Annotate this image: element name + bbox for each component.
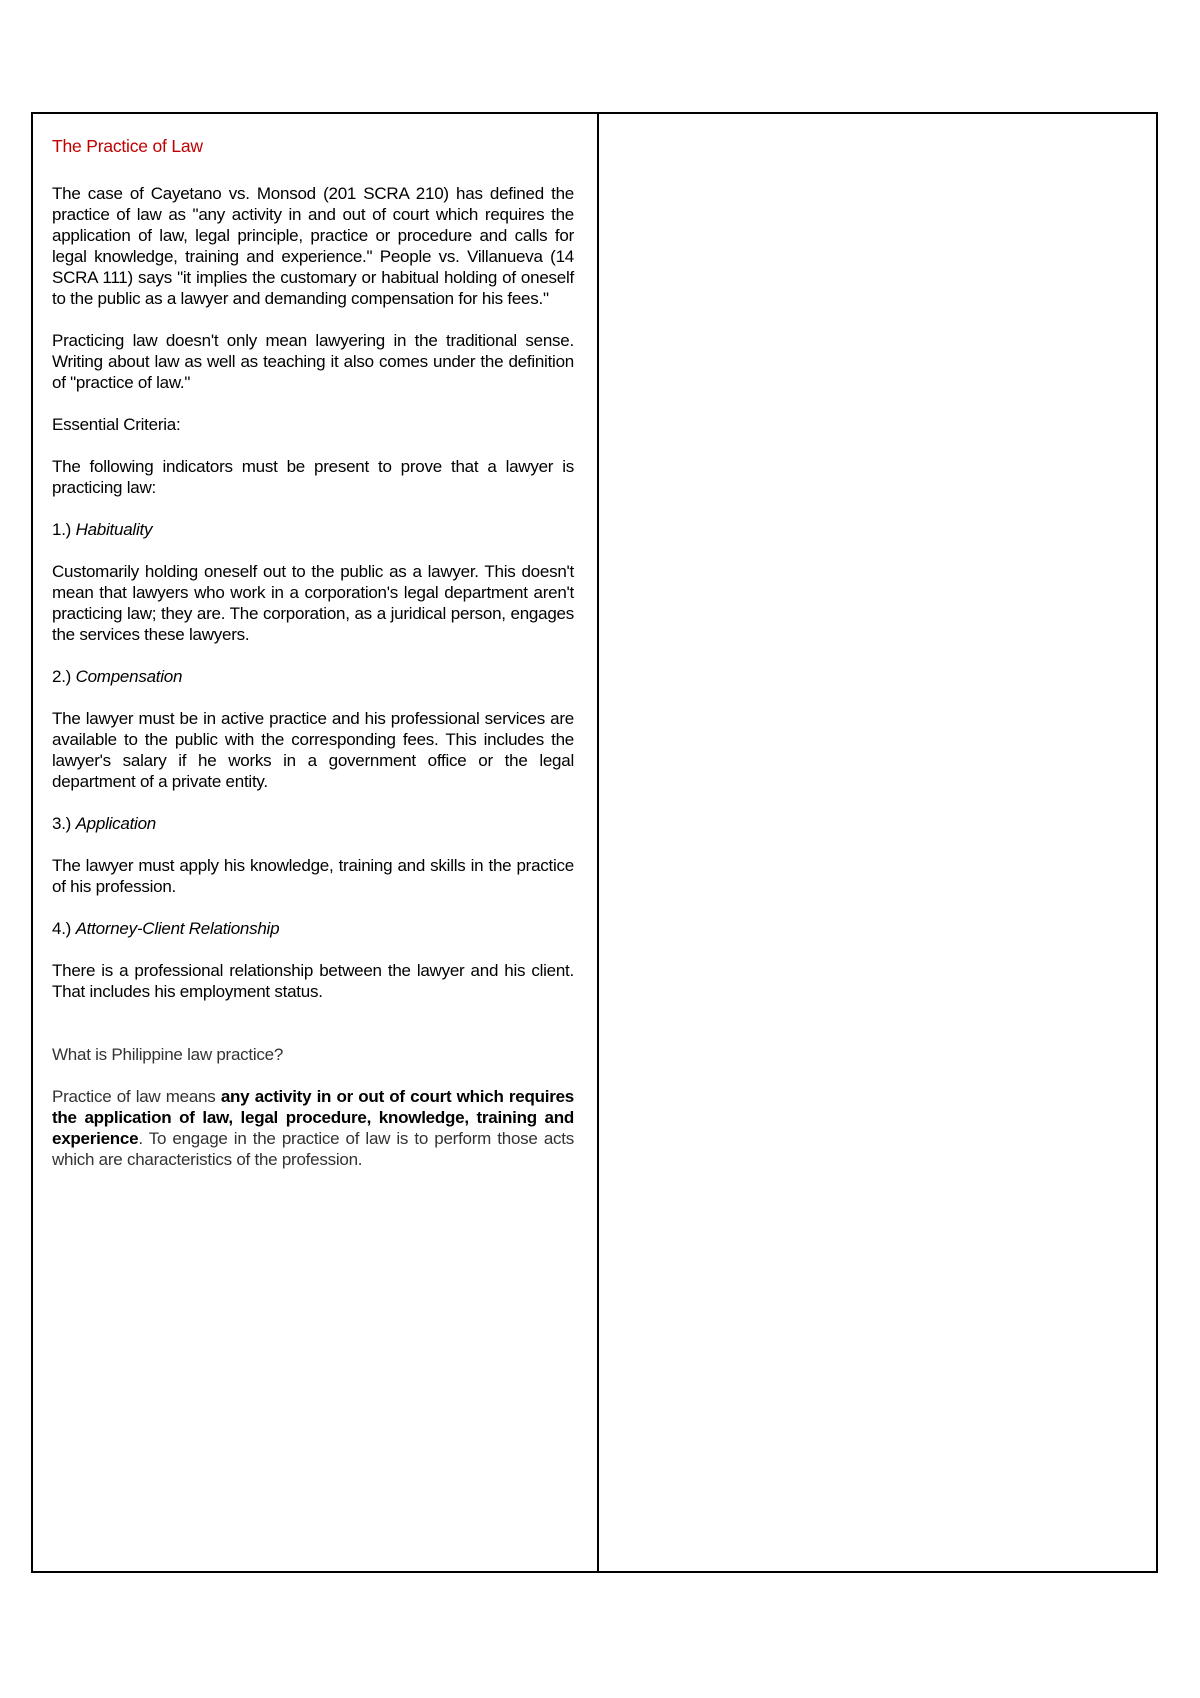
criterion-name: Habituality — [75, 520, 153, 539]
paragraph-definition: The case of Cayetano vs. Monsod (201 SCRA 210) has defined the practice of law as "any activity in and out of court which requires the application of law, legal principle, practice or procedure and calls for legal knowledge, training and experience." People vs. Villanueva (14 SCRA 111) says "it implies the customary or habitual holding of oneself to the public as a lawyer and demanding compensation for his fees." — [52, 184, 574, 308]
left-column — [33, 114, 599, 1571]
criterion-name: Attorney-Client Relationship — [75, 919, 280, 938]
criterion-heading-application — [52, 813, 574, 834]
paragraph-scope: Practicing law doesn't only mean lawyering in the traditional sense. Writing about law as well as teaching it also comes under the definition of "practice of law." — [52, 331, 574, 392]
faq-answer-prefix: Practice of law means — [52, 1087, 221, 1106]
criterion-text-attorney-client: There is a professional relationship between the lawyer and his client. That includes his employment status. — [52, 961, 574, 1001]
faq-question: What is Philippine law practice? — [52, 1045, 284, 1064]
criterion-text-application: The lawyer must apply his knowledge, training and skills in the practice of his profession. — [52, 856, 574, 896]
criterion-number: 2.) — [52, 667, 72, 686]
paragraph-indicators: The following indicators must be present to prove that a lawyer is practicing law: — [52, 457, 574, 497]
document-title: The Practice of Law — [52, 136, 203, 156]
right-column — [599, 114, 1156, 1571]
faq-answer — [52, 1086, 574, 1170]
paragraph-criteria-label: Essential Criteria: — [52, 415, 181, 434]
criterion-heading-habituality — [52, 519, 574, 540]
criterion-name: Compensation — [75, 667, 183, 686]
criterion-heading-attorney-client — [52, 918, 574, 939]
criterion-text-habituality: Customarily holding oneself out to the public as a lawyer. This doesn't mean that lawyers who work in a corporation's legal department aren't practicing law; they are. The corporation, as a juridical person, engages the services these lawyers. — [52, 562, 574, 644]
faq-answer-bold: any activity in or out of court which requires the application of law, legal procedure, knowledge, training and experience — [52, 1087, 574, 1148]
faq-answer-suffix: . To engage in the practice of law is to perform those acts which are characteristics of the profession. — [52, 1129, 574, 1169]
document-table — [31, 112, 1158, 1573]
criterion-text-compensation: The lawyer must be in active practice and his professional services are available to the public with the corresponding fees. This includes the lawyer's salary if he works in a government office or the legal department of a private entity. — [52, 709, 574, 791]
criterion-number: 1.) — [52, 520, 72, 539]
criterion-name: Application — [75, 814, 156, 833]
criterion-number: 4.) — [52, 919, 72, 938]
criterion-heading-compensation — [52, 666, 574, 687]
criterion-number: 3.) — [52, 814, 72, 833]
